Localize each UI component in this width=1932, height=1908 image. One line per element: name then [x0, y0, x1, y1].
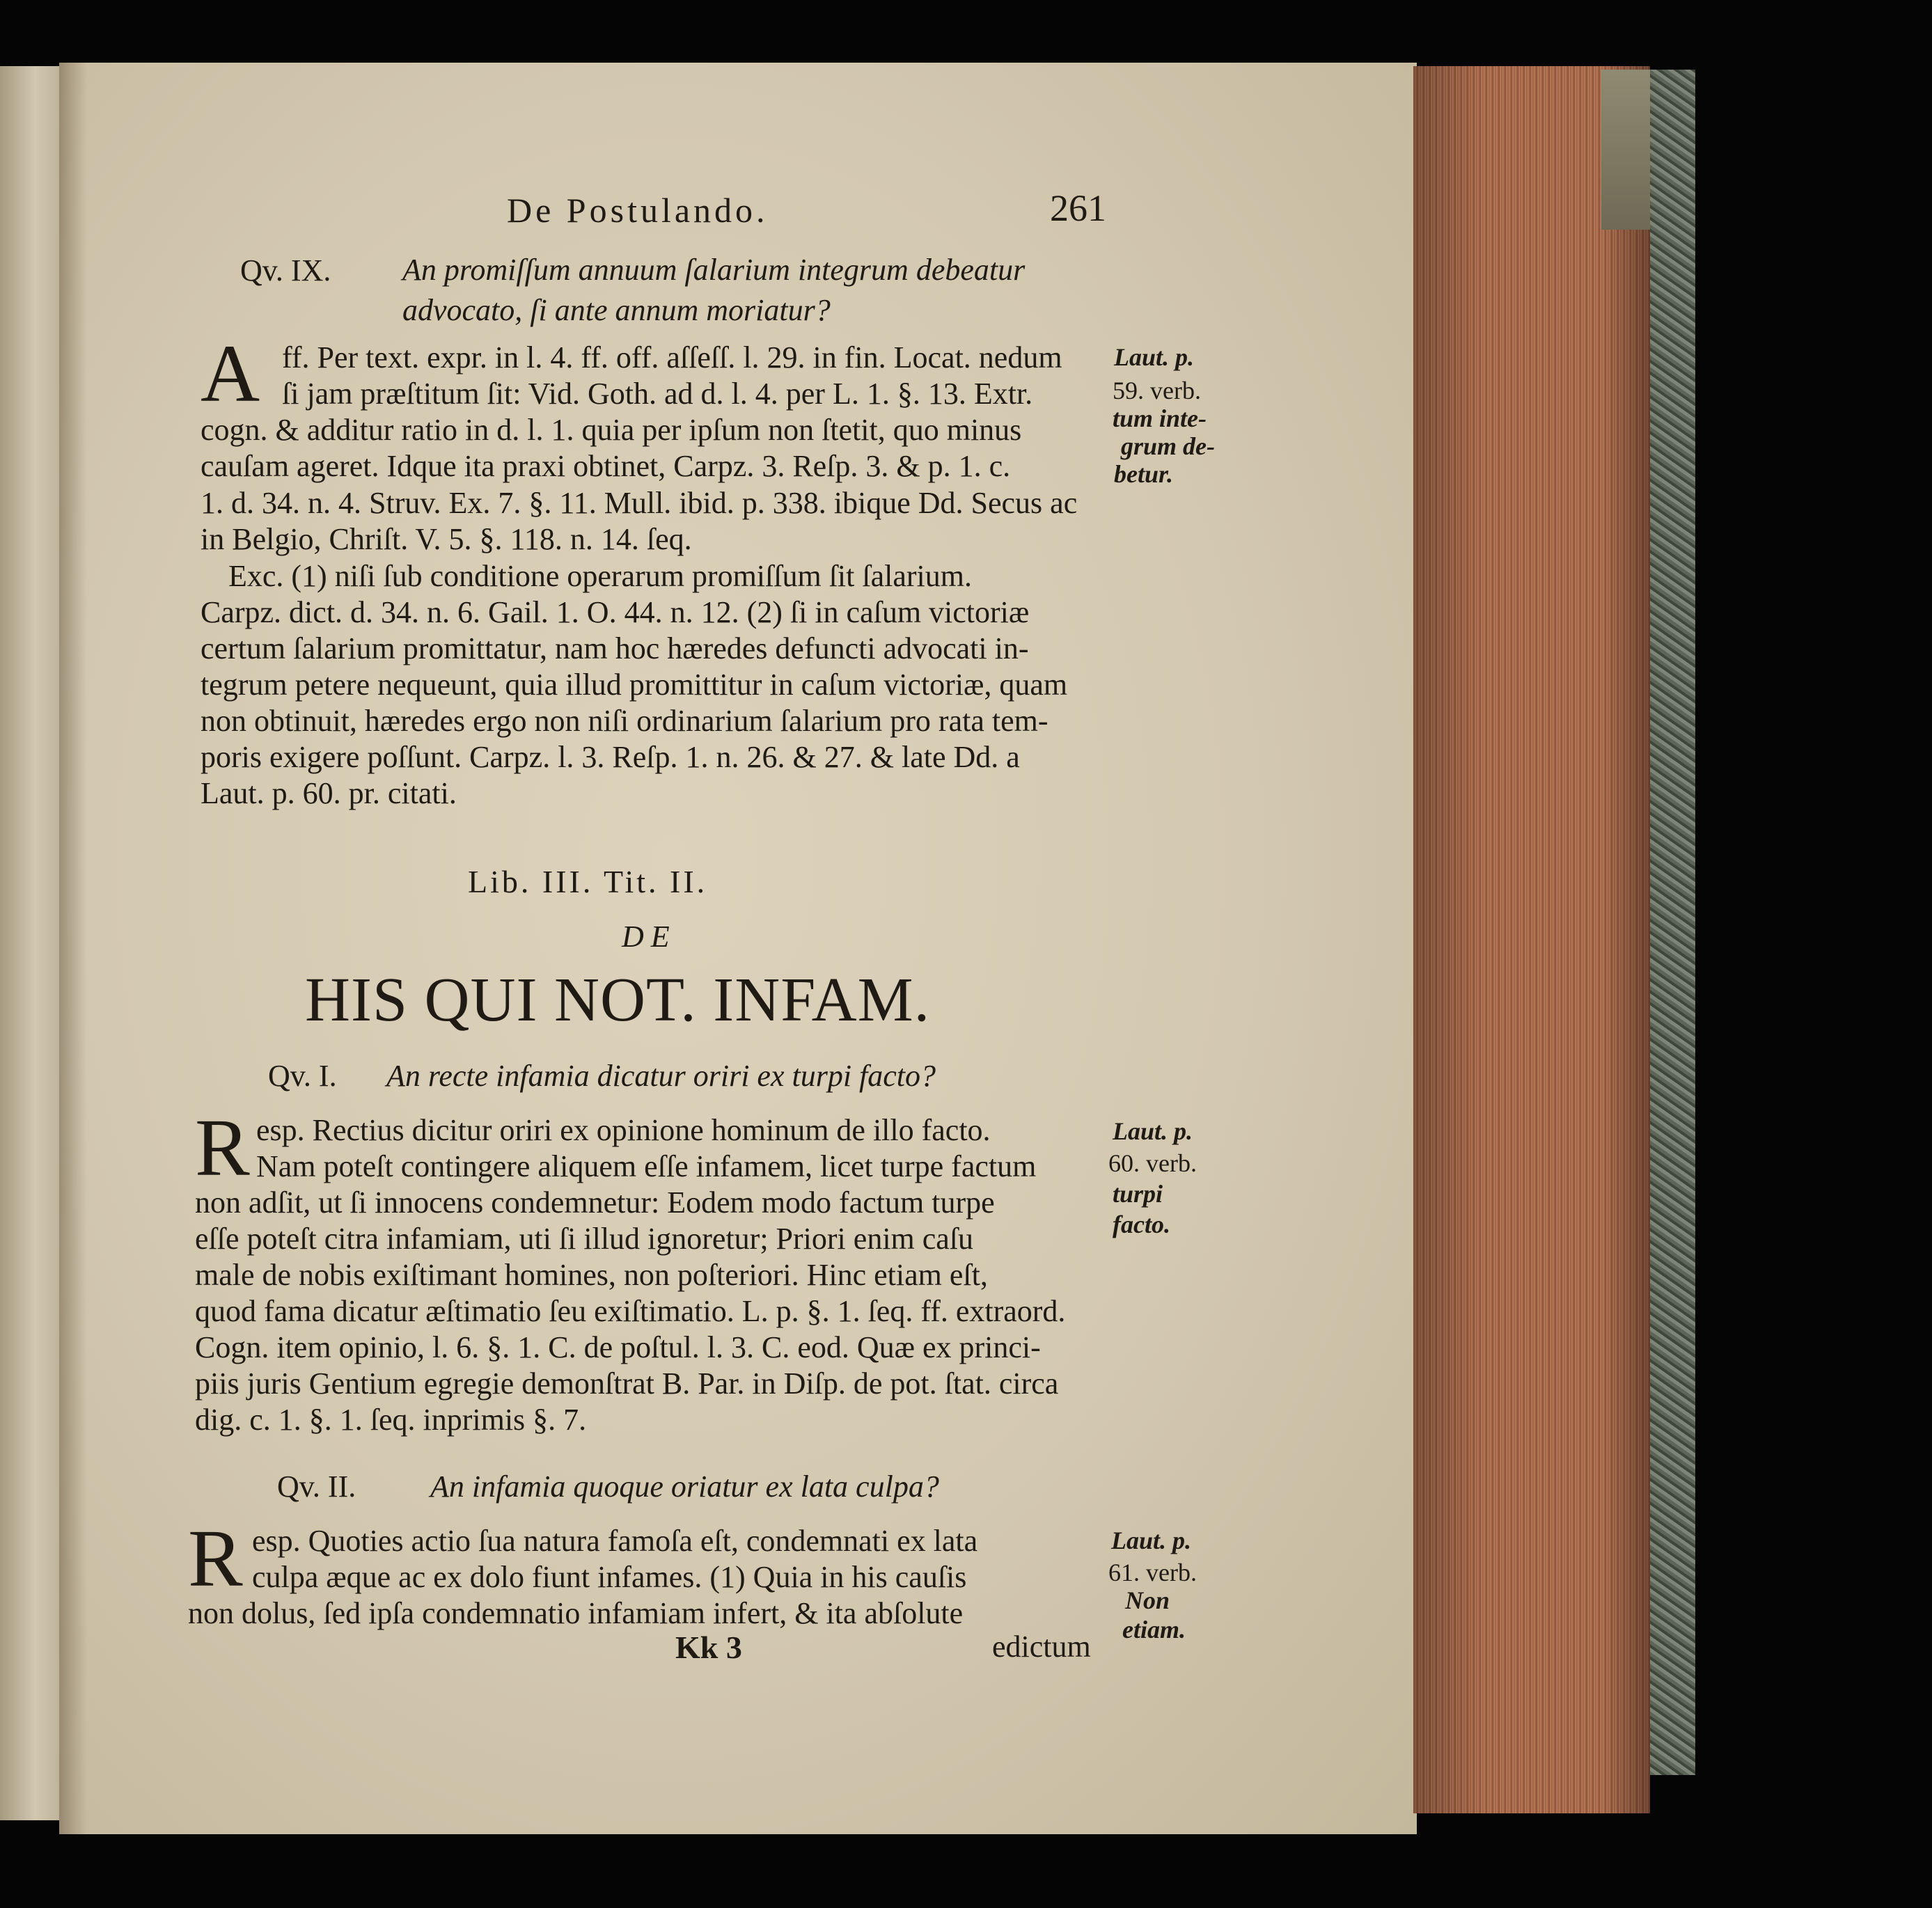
text-line: culpa æque ac ex dolo fiunt infames. (1) Quia in his cauſis	[252, 1560, 967, 1594]
text-line: Exc. (1) niſi ſub conditione operarum promiſſum ſit ſalarium.	[228, 559, 972, 593]
margin-note-line: 60. verb.	[1108, 1149, 1197, 1177]
text-line: certum ſalarium promittatur, nam hoc hæredes defuncti advocati in-	[201, 631, 1029, 665]
text-line: Carpz. dict. d. 34. n. 6. Gail. 1. O. 44. n. 12. (2) ſi in caſum victoriæ	[201, 595, 1030, 629]
question-2-title: An infamia quoque oriatur ex lata culpa?	[430, 1469, 939, 1504]
text-line: non adſit, ut ſi innocens condemnetur: Eodem modo factum turpe	[195, 1185, 995, 1220]
text-line: male de nobis exiſtimant homines, non poſteriori. Hinc etiam eſt,	[195, 1258, 988, 1292]
drop-cap-r: R	[188, 1513, 243, 1604]
text-line: Cogn. item opinio, l. 6. §. 1. C. de poſtul. l. 3. C. eod. Quæ ex princi-	[195, 1330, 1041, 1364]
margin-note-line: 59. verb.	[1113, 377, 1201, 404]
text-line: eſſe poteſt citra infamiam, uti ſi illud ignoretur; Priori enim caſu	[195, 1222, 974, 1256]
signature-mark: Kk 3	[675, 1630, 742, 1665]
drop-cap-r: R	[195, 1102, 250, 1193]
text-line: esp. Rectius dicitur oriri ex opinione hominum de illo facto.	[256, 1113, 991, 1147]
text-line: ff. Per text. expr. in l. 4. ff. off. aſſeſſ. l. 29. in fin. Locat. nedum	[282, 340, 1062, 374]
question-9-title-line-1: An promiſſum annuum ſalarium integrum debeatur	[402, 253, 1026, 287]
section-de: DE	[622, 920, 677, 954]
text-line: ſi jam præſtitum ſit: Vid. Goth. ad d. l. 4. per L. 1. §. 13. Extr.	[282, 377, 1033, 411]
question-2-label: Qv. II.	[277, 1469, 356, 1504]
text-line: piis juris Gentium egregie demonſtrat B. Par. in Diſp. de pot. ſtat. circa	[195, 1366, 1059, 1401]
text-line: Laut. p. 60. pr. citati.	[201, 776, 457, 810]
margin-note-line: Laut. p.	[1111, 1527, 1192, 1554]
text-line: tegrum petere nequeunt, quia illud promittitur in caſum victoriæ, quam	[201, 668, 1068, 702]
drop-cap-a: A	[201, 328, 260, 419]
question-1-title: An recte infamia dicatur oriri ex turpi facto?	[386, 1059, 936, 1093]
question-1-label: Qv. I.	[268, 1059, 337, 1093]
text-line: Nam poteſt contingere aliquem eſſe infamem, licet turpe factum	[256, 1149, 1037, 1183]
section-reference: Lib. III. Tit. II.	[468, 864, 708, 899]
text-line: esp. Quoties actio ſua natura famoſa eſt, condemnati ex lata	[252, 1524, 978, 1558]
text-line: 1. d. 34. n. 4. Struv. Ex. 7. §. 11. Mull. ibid. p. 338. ibique Dd. Secus ac	[201, 486, 1078, 520]
page-gutter-shadow	[59, 63, 87, 1834]
margin-note-line: betur.	[1114, 460, 1174, 488]
margin-note-line: 61. verb.	[1108, 1559, 1197, 1586]
page-number: 261	[1050, 187, 1106, 229]
margin-note-line: turpi	[1113, 1180, 1163, 1208]
page-edges-shade	[1413, 66, 1650, 1813]
text-line: non dolus, ſed ipſa condemnatio infamiam infert, & ita abſolute	[188, 1596, 964, 1630]
text-line: in Belgio, Chriſt. V. 5. §. 118. n. 14. ſeq.	[201, 522, 692, 556]
margin-note-line: etiam.	[1122, 1616, 1186, 1643]
margin-note-line: Non	[1125, 1586, 1170, 1614]
text-line: dig. c. 1. §. 1. ſeq. inprimis §. 7.	[195, 1403, 587, 1437]
text-line: non obtinuit, hæredes ergo non niſi ordinarium ſalarium pro rata tem-	[201, 704, 1049, 738]
text-line: cogn. & additur ratio in d. l. 1. quia per ipſum non ſtetit, quo minus	[201, 413, 1022, 447]
margin-note-line: grum de-	[1121, 432, 1215, 460]
marbled-cover	[1650, 70, 1695, 1775]
text-line: poris exigere poſſunt. Carpz. l. 3. Reſp. 1. n. 26. & 27. & late Dd. a	[201, 740, 1020, 774]
question-9-label: Qv. IX.	[240, 253, 331, 287]
left-page-edge	[0, 66, 59, 1820]
margin-note-line: Laut. p.	[1113, 1117, 1193, 1145]
text-line: cauſam ageret. Idque ita praxi obtinet, Carpz. 3. Reſp. 3. & p. 1. c.	[201, 449, 1011, 483]
margin-note-line: tum inte-	[1113, 404, 1207, 432]
text-line: quod fama dicatur æſtimatio ſeu exiſtimatio. L. p. §. 1. ſeq. ff. extraord.	[195, 1294, 1066, 1328]
margin-note-line: facto.	[1113, 1211, 1170, 1238]
margin-note-line: Laut. p.	[1114, 343, 1195, 371]
catchword: edictum	[992, 1630, 1091, 1664]
section-title: HIS QUI NOT. INFAM.	[305, 965, 931, 1034]
running-head: De Postulando.	[507, 191, 769, 230]
question-9-title-line-2: advocato, ſi ante annum moriatur?	[402, 293, 831, 327]
